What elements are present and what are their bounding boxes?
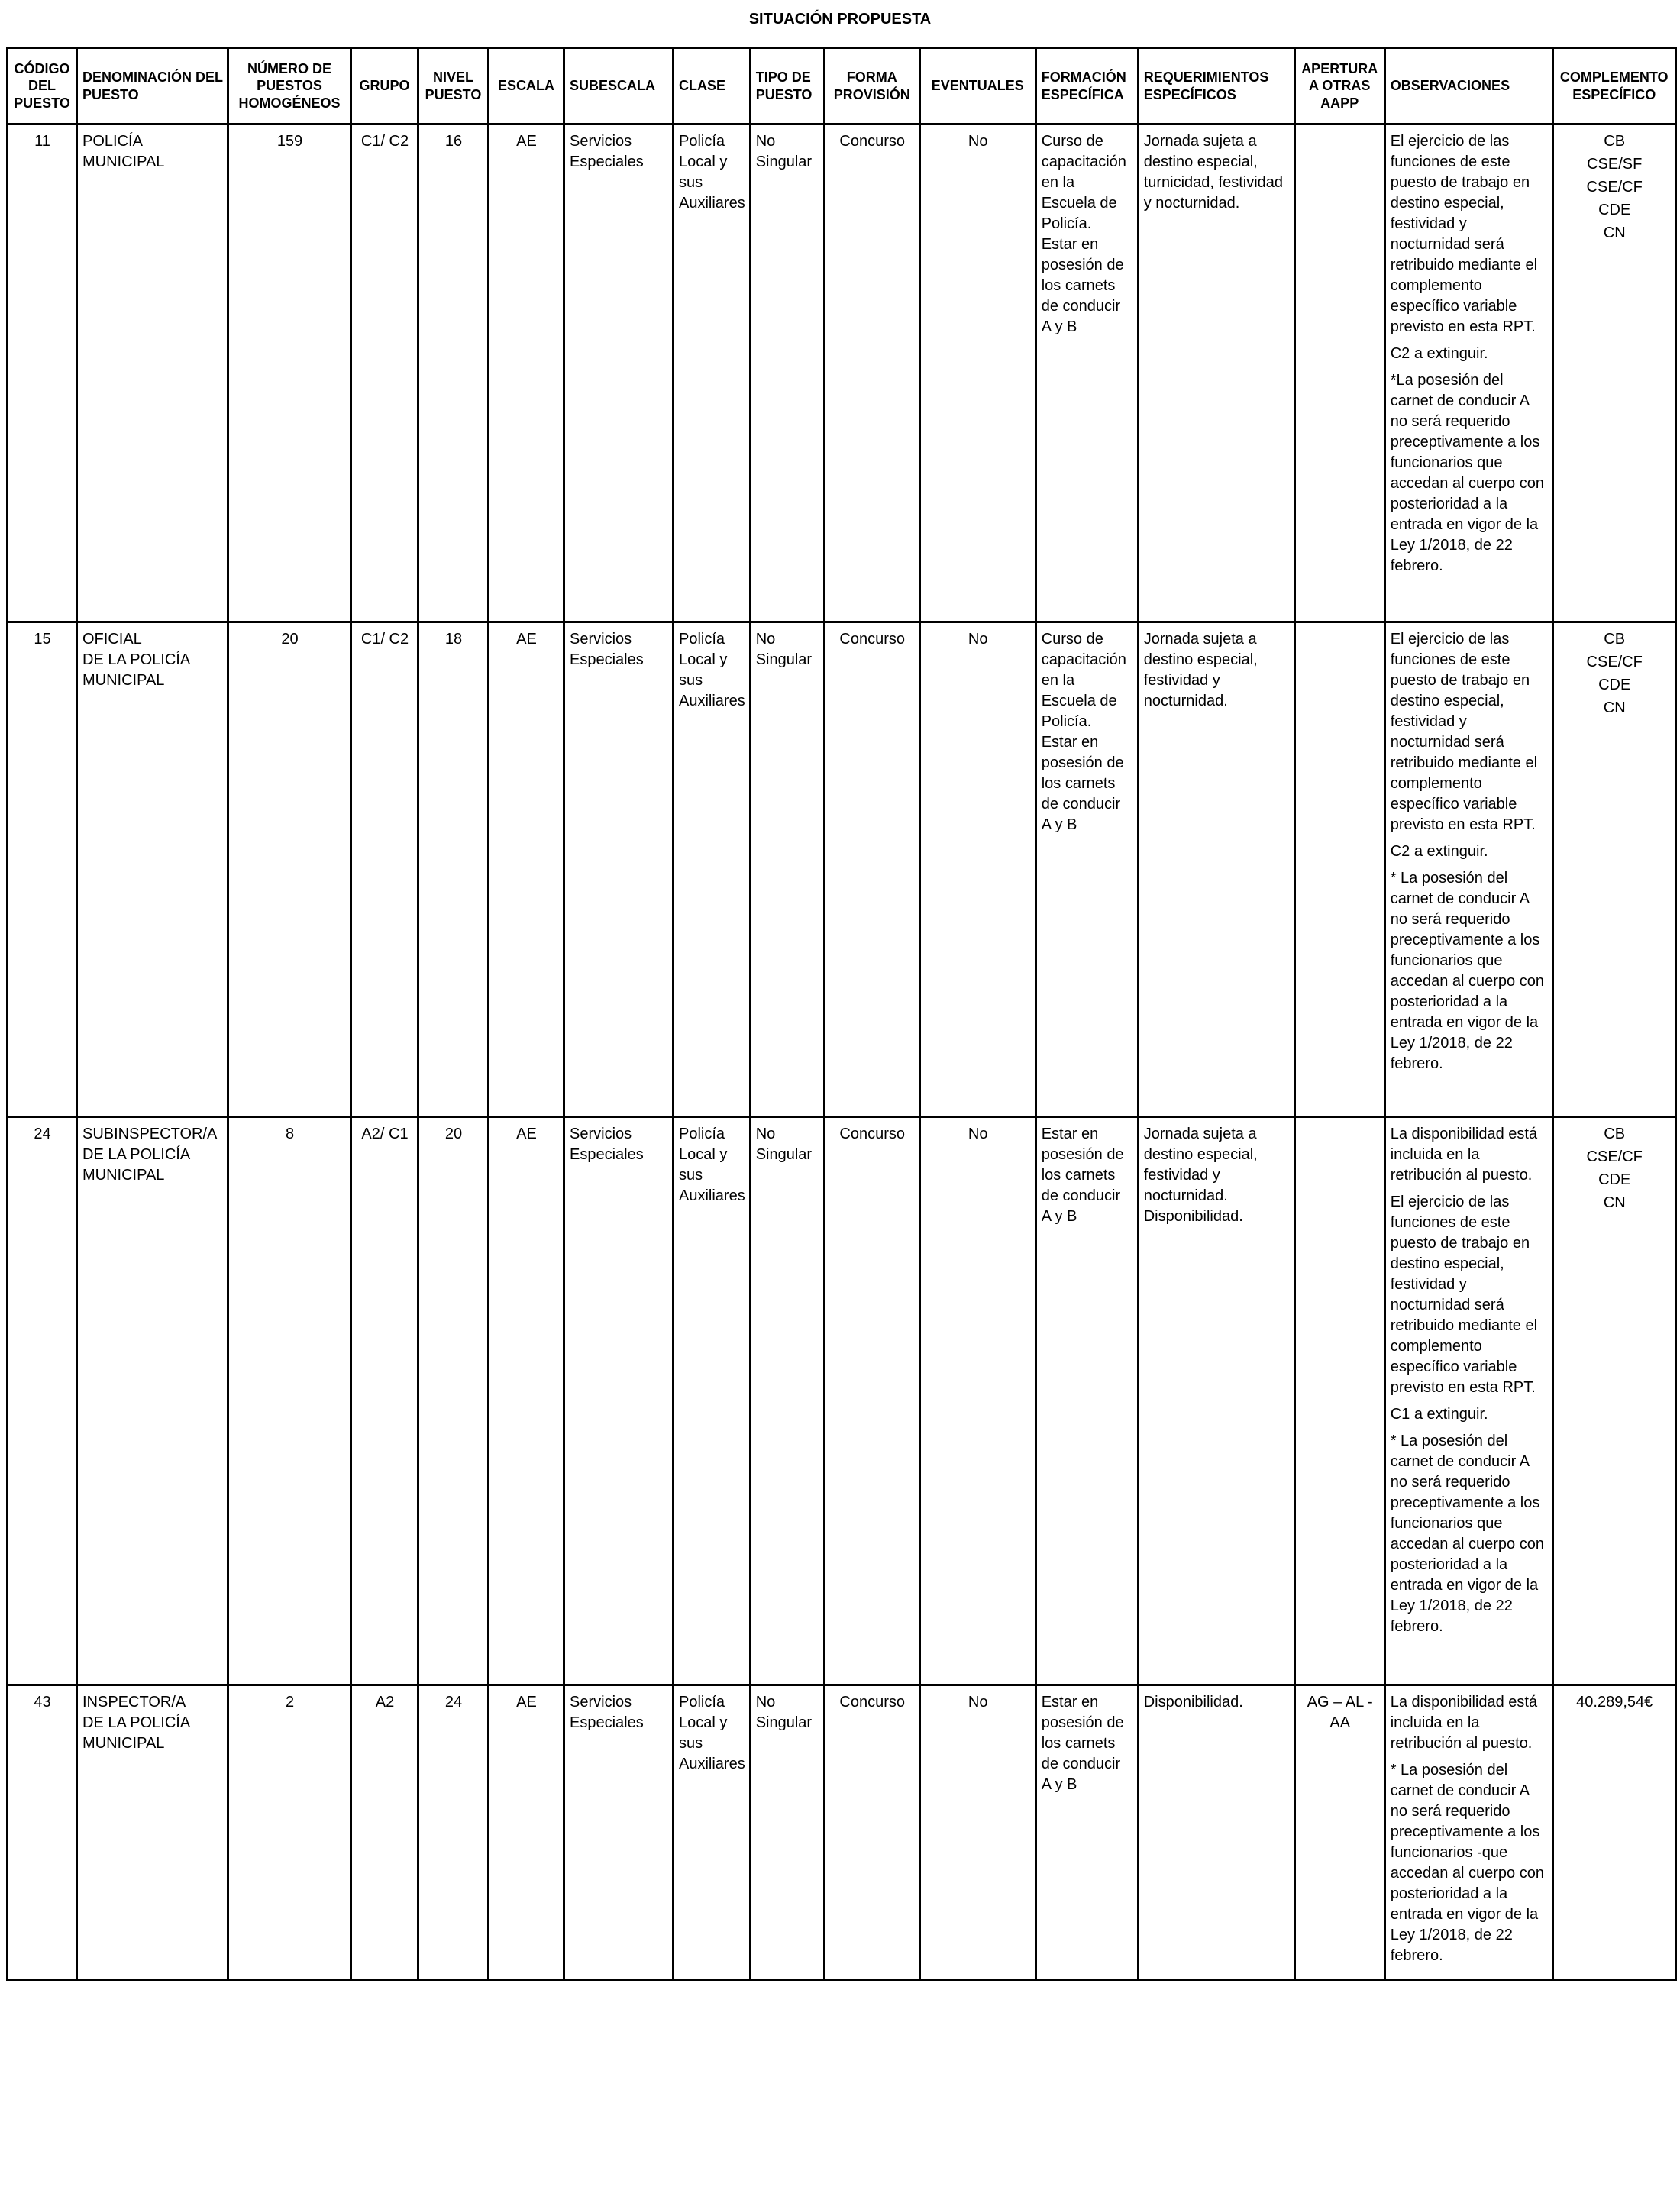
cell-eventuales: No xyxy=(919,1117,1035,1685)
cell-num-puestos: 8 xyxy=(228,1117,351,1685)
cell-forma-provision: Concurso xyxy=(824,124,919,622)
col-header-complemento: COMPLEMENTO ESPECÍFICO xyxy=(1552,48,1675,124)
col-header-subescala: SUBESCALA xyxy=(564,48,674,124)
cell-complemento-especifico: 40.289,54€ xyxy=(1552,1685,1675,1980)
cell-formacion-especifica: Estar en posesión de los carnets de conducir A y B xyxy=(1035,1685,1138,1980)
cell-denominacion: OFICIAL DE LA POLICÍA MUNICIPAL xyxy=(77,622,228,1117)
cell-apertura-aapp: AG – AL - AA xyxy=(1294,1685,1384,1980)
col-header-nivel: NIVEL PUESTO xyxy=(418,48,489,124)
cell-apertura-aapp xyxy=(1294,124,1384,622)
cell-codigo: 11 xyxy=(8,124,77,622)
col-header-clase: CLASE xyxy=(674,48,751,124)
cell-formacion-especifica: Estar en posesión de los carnets de conducir A y B xyxy=(1035,1117,1138,1685)
cell-num-puestos: 20 xyxy=(228,622,351,1117)
cell-grupo: C1/ C2 xyxy=(351,124,418,622)
cell-denominacion: INSPECTOR/A DE LA POLICÍA MUNICIPAL xyxy=(77,1685,228,1980)
cell-subescala: Servicios Especiales xyxy=(564,124,674,622)
cell-forma-provision: Concurso xyxy=(824,622,919,1117)
cell-clase: Policía Local y sus Auxiliares xyxy=(674,1117,751,1685)
cell-nivel: 24 xyxy=(418,1685,489,1980)
cell-forma-provision: Concurso xyxy=(824,1117,919,1685)
cell-apertura-aapp xyxy=(1294,622,1384,1117)
cell-tipo-puesto: No Singular xyxy=(750,622,824,1117)
cell-clase: Policía Local y sus Auxiliares xyxy=(674,124,751,622)
rpt-table xyxy=(6,47,1677,1981)
cell-grupo: A2 xyxy=(351,1685,418,1980)
cell-complemento-especifico: CB CSE/CF CDE CN xyxy=(1552,1117,1675,1685)
cell-observaciones: El ejercicio de las funciones de este puesto de trabajo en destino especial, festividad y nocturnidad será retribuido mediante el complemento específico variable previsto en esta RPT. C2 a extinguir. *La posesión del carnet de conducir A no será requerido preceptivamente a los funcionarios que accedan al cuerpo con posterioridad a la entrada en vigor de la Ley 1/2018, de 22 febrero. xyxy=(1384,124,1552,622)
cell-clase: Policía Local y sus Auxiliares xyxy=(674,622,751,1117)
cell-complemento-especifico: CB CSE/CF CDE CN xyxy=(1552,622,1675,1117)
cell-escala: AE xyxy=(489,622,564,1117)
cell-complemento-especifico: CB CSE/SF CSE/CF CDE CN xyxy=(1552,124,1675,622)
cell-observaciones: El ejercicio de las funciones de este puesto de trabajo en destino especial, festividad y nocturnidad será retribuido mediante el complemento específico variable previsto en esta RPT. C2 a extinguir. * La posesión del carnet de conducir A no será requerido preceptivamente a los funcionarios que accedan al cuerpo con posterioridad a la entrada en vigor de la Ley 1/2018, de 22 febrero. xyxy=(1384,622,1552,1117)
cell-num-puestos: 159 xyxy=(228,124,351,622)
cell-escala: AE xyxy=(489,1685,564,1980)
col-header-formacion: FORMACIÓN ESPECÍFICA xyxy=(1035,48,1138,124)
cell-codigo: 24 xyxy=(8,1117,77,1685)
col-header-forma-provision: FORMA PROVISIÓN xyxy=(824,48,919,124)
cell-requerimientos-especificos: Jornada sujeta a destino especial, festividad y nocturnidad. xyxy=(1138,622,1294,1117)
cell-tipo-puesto: No Singular xyxy=(750,1685,824,1980)
cell-tipo-puesto: No Singular xyxy=(750,124,824,622)
col-header-codigo: CÓDIGO DEL PUESTO xyxy=(8,48,77,124)
cell-nivel: 20 xyxy=(418,1117,489,1685)
cell-forma-provision: Concurso xyxy=(824,1685,919,1980)
cell-grupo: A2/ C1 xyxy=(351,1117,418,1685)
cell-requerimientos-especificos: Jornada sujeta a destino especial, turnicidad, festividad y nocturnidad. xyxy=(1138,124,1294,622)
col-header-escala: ESCALA xyxy=(489,48,564,124)
page-title: SITUACIÓN PROPUESTA xyxy=(748,11,932,27)
cell-tipo-puesto: No Singular xyxy=(750,1117,824,1685)
cell-observaciones: La disponibilidad está incluida en la retribución al puesto. El ejercicio de las funciones de este puesto de trabajo en destino especial, festividad y nocturnidad será retribuido mediante el complemento específico variable previsto en esta RPT. C1 a extinguir. * La posesión del carnet de conducir A no será requerido preceptivamente a los funcionarios que accedan al cuerpo con posterioridad a la entrada en vigor de la Ley 1/2018, de 22 febrero. xyxy=(1384,1117,1552,1685)
cell-denominacion: SUBINSPECTOR/A DE LA POLICÍA MUNICIPAL xyxy=(77,1117,228,1685)
cell-eventuales: No xyxy=(919,622,1035,1117)
cell-clase: Policía Local y sus Auxiliares xyxy=(674,1685,751,1980)
col-header-tipo-puesto: TIPO DE PUESTO xyxy=(750,48,824,124)
col-header-eventuales: EVENTUALES xyxy=(919,48,1035,124)
cell-grupo: C1/ C2 xyxy=(351,622,418,1117)
cell-subescala: Servicios Especiales xyxy=(564,1117,674,1685)
cell-requerimientos-especificos: Jornada sujeta a destino especial, festividad y nocturnidad. Disponibilidad. xyxy=(1138,1117,1294,1685)
cell-nivel: 16 xyxy=(418,124,489,622)
cell-num-puestos: 2 xyxy=(228,1685,351,1980)
col-header-observaciones: OBSERVACIONES xyxy=(1384,48,1552,124)
table-row xyxy=(8,124,1676,622)
table-row xyxy=(8,622,1676,1117)
cell-requerimientos-especificos: Disponibilidad. xyxy=(1138,1685,1294,1980)
cell-codigo: 15 xyxy=(8,622,77,1117)
table-row xyxy=(8,1117,1676,1685)
col-header-denominacion: DENOMINACIÓN DEL PUESTO xyxy=(77,48,228,124)
cell-denominacion: POLICÍA MUNICIPAL xyxy=(77,124,228,622)
cell-subescala: Servicios Especiales xyxy=(564,622,674,1117)
header-row xyxy=(8,48,1676,124)
cell-eventuales: No xyxy=(919,1685,1035,1980)
cell-apertura-aapp xyxy=(1294,1117,1384,1685)
col-header-requerimientos: REQUERIMIENTOS ESPECÍFICOS xyxy=(1138,48,1294,124)
cell-observaciones: La disponibilidad está incluida en la retribución al puesto. * La posesión del carnet de conducir A no será requerido preceptivamente a los funcionarios -que accedan al cuerpo con posterioridad a la entrada en vigor de la Ley 1/2018, de 22 febrero. xyxy=(1384,1685,1552,1980)
col-header-num-puestos: NÚMERO DE PUESTOS HOMOGÉNEOS xyxy=(228,48,351,124)
cell-subescala: Servicios Especiales xyxy=(564,1685,674,1980)
cell-escala: AE xyxy=(489,1117,564,1685)
cell-formacion-especifica: Curso de capacitación en la Escuela de Policía. Estar en posesión de los carnets de conducir A y B xyxy=(1035,622,1138,1117)
col-header-apertura: APERTURA A OTRAS AAPP xyxy=(1294,48,1384,124)
table-row xyxy=(8,1685,1676,1980)
col-header-grupo: GRUPO xyxy=(351,48,418,124)
cell-nivel: 18 xyxy=(418,622,489,1117)
cell-codigo: 43 xyxy=(8,1685,77,1980)
cell-eventuales: No xyxy=(919,124,1035,622)
cell-formacion-especifica: Curso de capacitación en la Escuela de Policía. Estar en posesión de los carnets de conducir A y B xyxy=(1035,124,1138,622)
cell-escala: AE xyxy=(489,124,564,622)
